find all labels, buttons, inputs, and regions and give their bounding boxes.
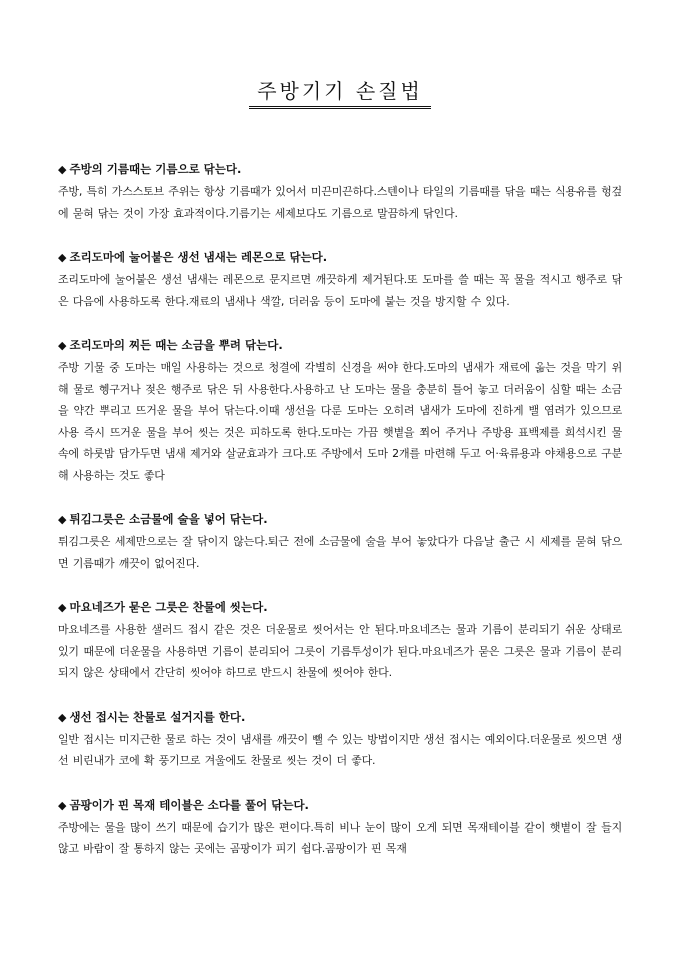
section-heading-text: 튀김그릇은 소금물에 술을 넣어 닦는다. [69,512,268,526]
document-body [58,158,622,882]
section-heading [58,706,622,729]
section-cutting-board-salt [58,334,622,486]
section-heading [58,508,622,531]
section-paragraph: 마요네즈를 사용한 샐러드 접시 같은 것은 더운물로 씻어서는 안 된다.마요네즈는 물과 기름이 분리되기 쉬운 상태로 있기 때문에 더운물을 사용하면 기름이 분리되어 그릇이 기름투성이가 된다.마요네즈가 묻은 그릇은 물과 기름이 분리되지 않은 상태에서 간단히 씻어야 하므로 반드시 찬물에 씻어야 한다. [58,623,622,679]
section-moldy-wood-table [58,794,622,860]
section-heading-text: 조리도마의 찌든 때는 소금을 뿌려 닦는다. [69,338,283,352]
section-heading [58,246,622,269]
section-grease-stains [58,158,622,224]
section-paragraph: 튀김그릇은 세제만으로는 잘 닦이지 않는다.퇴근 전에 소금물에 술을 부어 놓았다가 다음날 출근 시 세제를 묻혀 닦으면 기름때가 깨끗이 없어진다. [58,535,622,570]
section-paragraph: 조리도마에 눌어붙은 생선 냄새는 레몬으로 문지르면 깨끗하게 제거된다.또 도마를 쓸 때는 꼭 물을 적시고 행주로 닦은 다음에 사용하도록 한다.재료의 냄새나 색깔, 더러움 등이 도마에 붙는 것을 방지할 수 있다. [58,273,622,308]
section-fish-odor-lemon [58,246,622,312]
diamond-bullet-icon: ◆ [58,251,67,264]
diamond-bullet-icon: ◆ [58,163,67,176]
diamond-bullet-icon: ◆ [58,339,67,352]
section-heading-text: 마요네즈가 묻은 그릇은 찬물에 씻는다. [69,600,268,614]
diamond-bullet-icon: ◆ [58,710,67,724]
section-fry-pan-salt-water [58,508,622,574]
section-heading [58,596,622,619]
section-paragraph: 주방, 특히 가스스토브 주위는 항상 기름때가 있어서 미끈미끈하다.스텐이나 타일의 기름때를 닦을 때는 식용유를 헝겊에 묻혀 닦는 것이 가장 효과적이다.기름기는 세제보다도 기름으로 말끔하게 닦인다. [58,185,622,220]
section-mayonnaise-dishes [58,596,622,684]
section-heading [58,794,622,817]
diamond-bullet-icon: ◆ [58,798,67,812]
section-fish-plates [58,706,622,772]
section-heading-text: 조리도마에 눌어붙은 생선 냄새는 레몬으로 닦는다. [69,250,328,264]
section-paragraph: 일반 접시는 미지근한 물로 하는 것이 냄새를 깨끗이 뺄 수 있는 방법이지만 생선 접시는 예외이다.더운물로 씻으면 생선 비린내가 코에 확 풍기므로 겨울에도 찬물로 씻는 것이 더 좋다. [58,732,622,767]
section-heading [58,334,622,357]
section-heading [58,158,622,181]
title-area [0,78,680,109]
diamond-bullet-icon: ◆ [58,513,67,526]
section-heading-text: 생선 접시는 찬물로 설거지를 한다. [69,709,246,724]
diamond-bullet-icon: ◆ [58,601,67,614]
section-paragraph: 주방에는 물을 많이 쓰기 때문에 습기가 많은 편이다.특히 비나 눈이 많이 오게 되면 목재테이블 같이 햇볕이 잘 들지 않고 바람이 잘 통하지 않는 곳에는 곰팡이가 피기 쉽다.곰팡이가 핀 목재 [58,820,622,855]
section-paragraph: 주방 기물 중 도마는 매일 사용하는 것으로 청결에 각별히 신경을 써야 한다.도마의 냄새가 재료에 옮는 것을 막기 위해 물로 헹구거나 젖은 행주로 닦은 뒤 사용한다.사용하고 난 도마는 물을 충분히 틀어 놓고 더러움이 심할 때는 소금을 약간 뿌리고 뜨거운 물을 부어 닦는다.이때 생선을 다룬 도마는 오히려 냄새가 도마에 진하게 밸 염려가 있으므로 사용 즉시 뜨거운 물을 부어 씻는 것은 피하도록 한다.도마는 가끔 햇볕을 쬐어 주거나 주방용 표백제를 희석시킨 물 속에 하룻밤 담가두면 냄새 제거와 살균효과가 크다.또 주방에서 도마 2개를 마련해 두고 어·육류용과 야채용으로 구분해 사용하는 것도 좋다 [58,361,622,482]
page-title: 주방기기 손질법 [249,78,431,109]
section-heading-text: 곰팡이가 핀 목재 테이블은 소다를 풀어 닦는다. [69,797,309,812]
section-heading-text: 주방의 기름때는 기름으로 닦는다. [69,162,242,176]
